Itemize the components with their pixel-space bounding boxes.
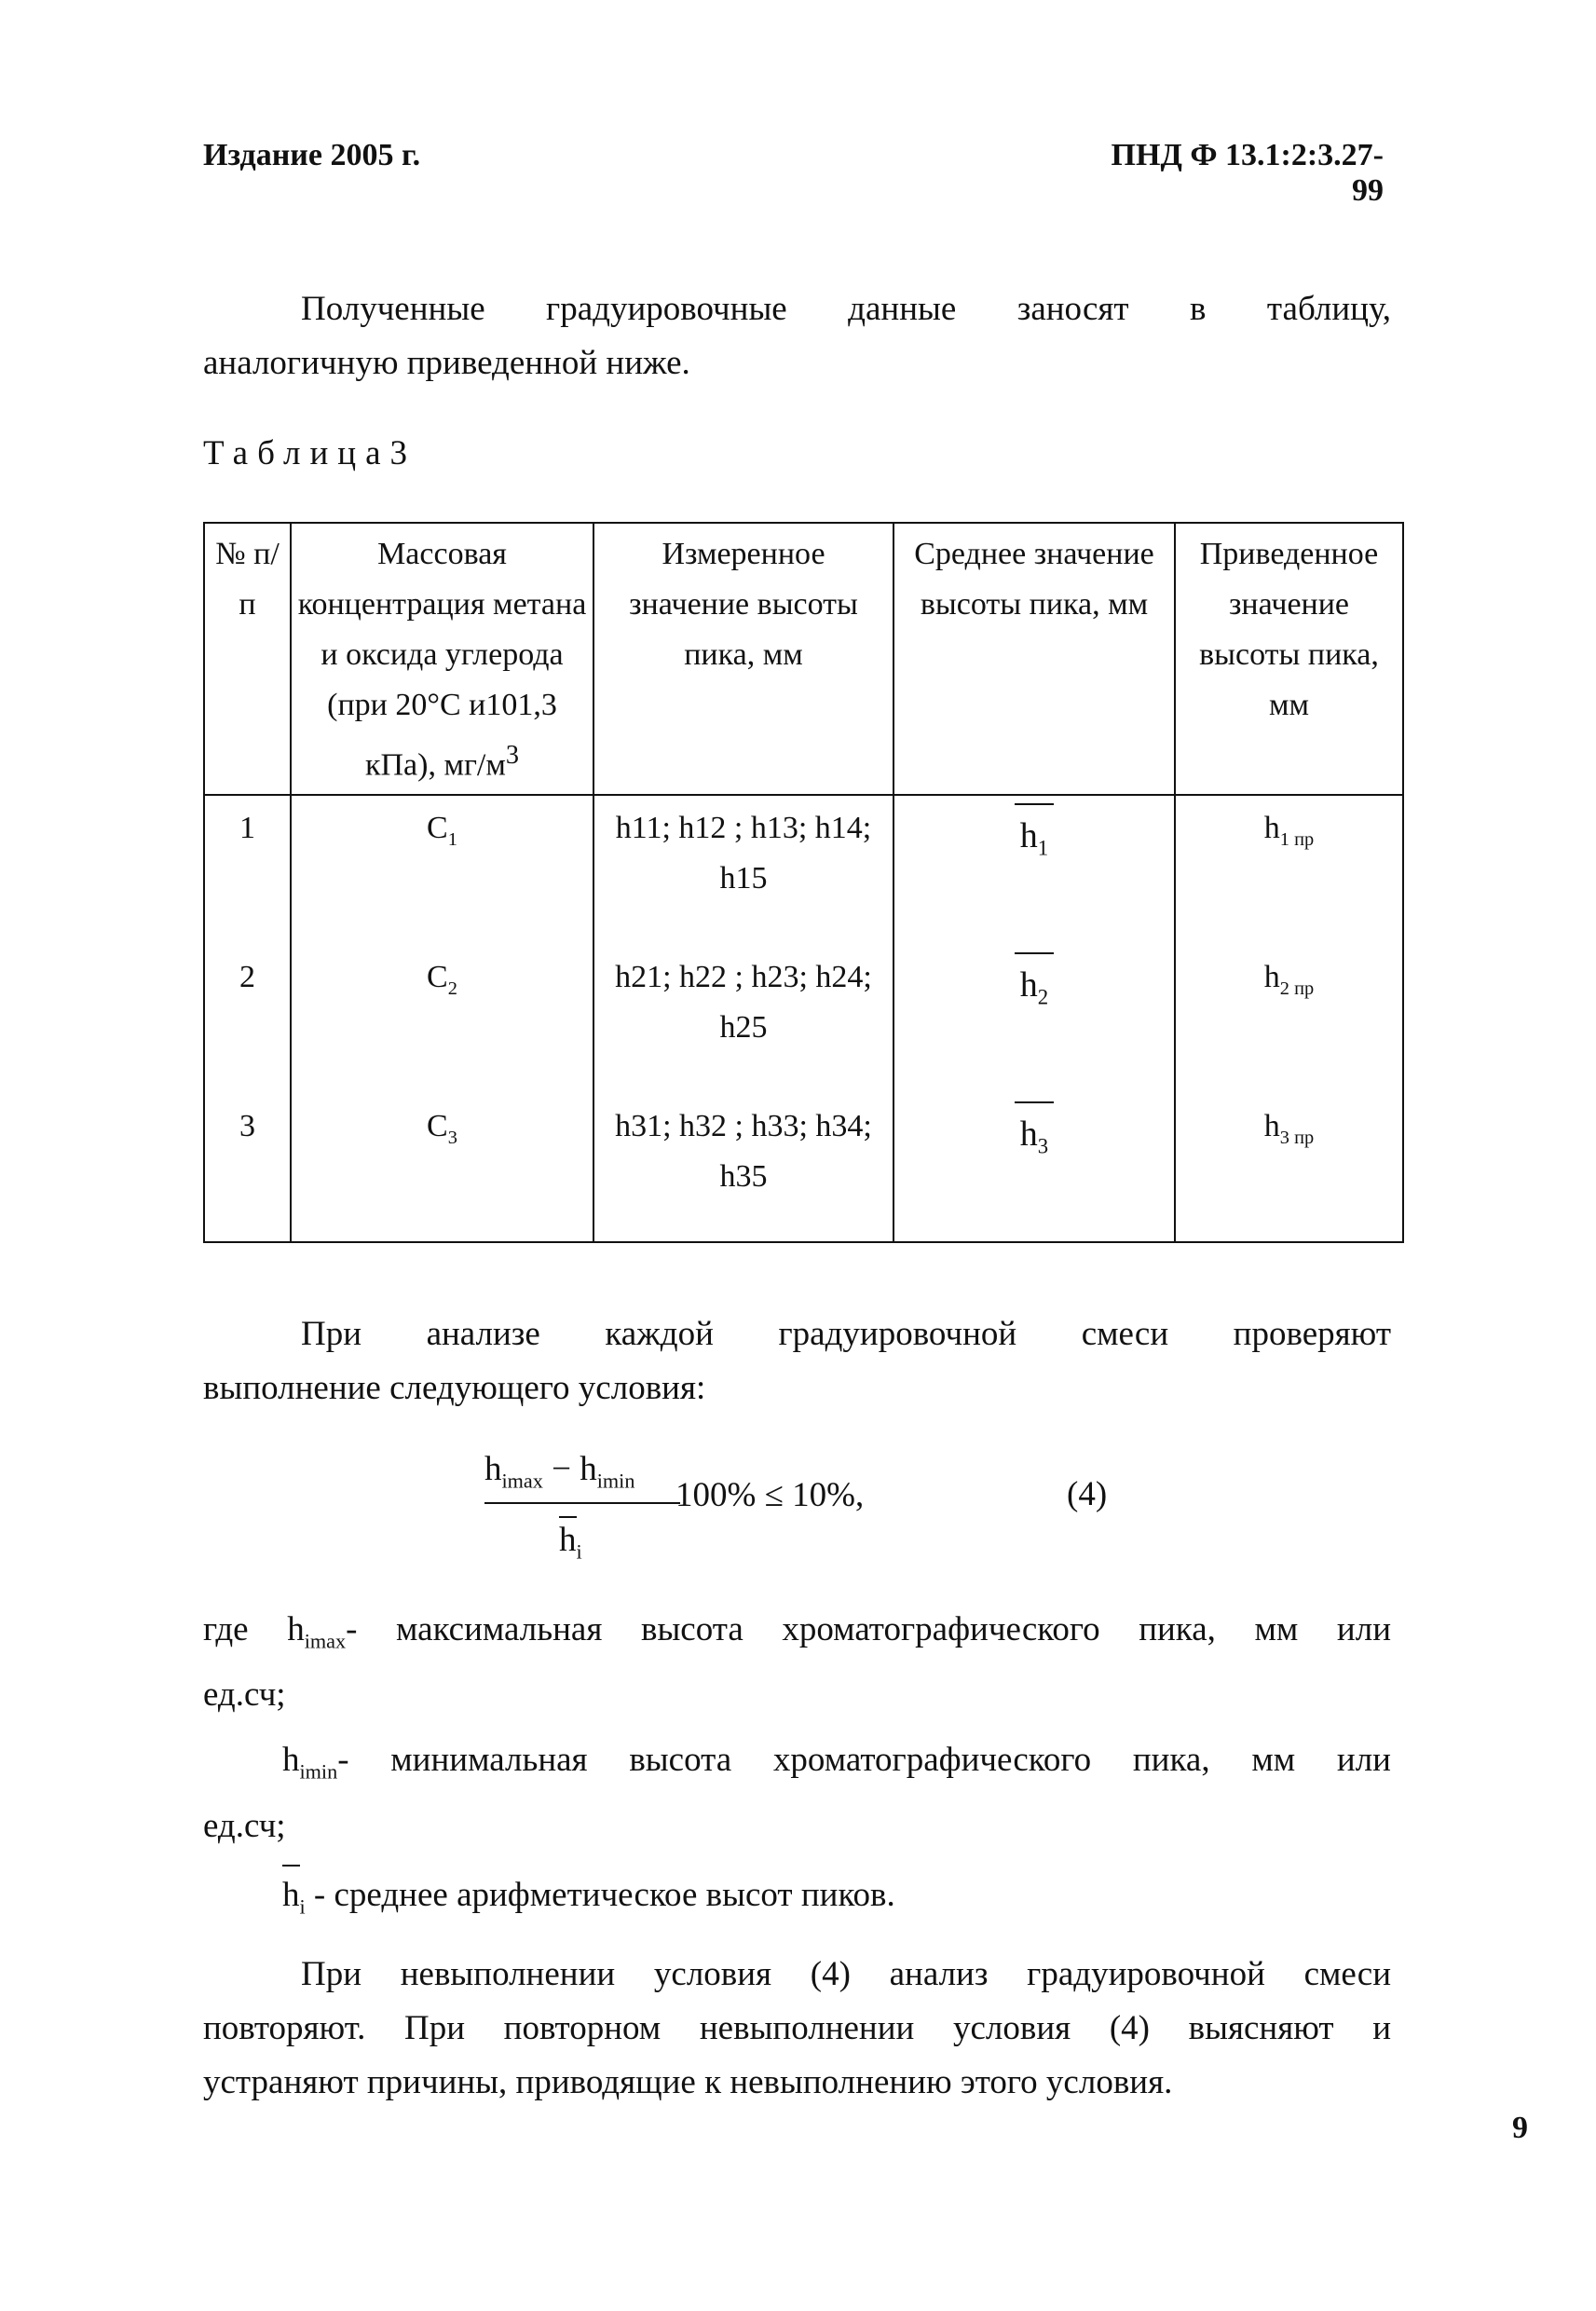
equation-number: (4) (1067, 1475, 1108, 1513)
cell-measured: h21; h22 ; h23; h24; h25 (593, 952, 893, 1101)
cell-number: 1 (204, 795, 291, 952)
calibration-table (203, 522, 1404, 1243)
check-paragraph (203, 1307, 1391, 1415)
unit-power: 3 (505, 741, 520, 770)
table-header-row (204, 523, 1403, 795)
final-line-2: повторяют. При повторном невыполнении условия (4) выясняют и (203, 2009, 1391, 2047)
document-code: ПНД Ф 13.1:2:3.27-99 (1111, 138, 1384, 208)
definition-mean: $h_i$ - среднее арифметическое высот пиков. (203, 1865, 1391, 1934)
header-reduced: Приведенное значение высоты пика, мм (1175, 523, 1403, 795)
cell-concentration: $C_3$ (291, 1101, 593, 1242)
final-line-1: При невыполнении условия (4) анализ градуировочной смеси (301, 1955, 1391, 1993)
cell-reduced: $h_{3 пр}$ (1175, 1101, 1403, 1242)
cell-number: 2 (204, 952, 291, 1101)
header-number: № п/п (204, 523, 291, 795)
check-line-2: выполнение следующего условия: (203, 1369, 706, 1407)
check-line-1: При анализе каждой градуировочной смеси проверяют (301, 1315, 1391, 1353)
header-mean: Среднее значение высоты пика, мм (893, 523, 1175, 795)
definition-min: $h_{imin}-$ минимальная высота хроматографического пика, мм или ед.сч; (203, 1741, 1391, 1845)
intro-line-2: аналогичную приведенной ниже. (203, 344, 690, 382)
table-row (204, 952, 1403, 1101)
table-row (204, 1101, 1403, 1242)
formula-numerator: $h_{imax} - h_{imin}$ (484, 1450, 635, 1493)
formula-percent: 100% ≤ 10%, (675, 1476, 865, 1514)
cell-measured: h31; h32 ; h33; h34; h35 (593, 1101, 893, 1242)
cell-number: 3 (204, 1101, 291, 1242)
formula-denominator: $h_i$ (559, 1516, 582, 1564)
cell-mean: $h_3$ (893, 1101, 1175, 1242)
cell-reduced: $h_{1 пр}$ (1175, 795, 1403, 952)
cell-concentration: $C_2$ (291, 952, 593, 1101)
table-caption: Таблица3 (203, 434, 416, 472)
fraction-line (484, 1502, 680, 1504)
cell-reduced: $h_{2 пр}$ (1175, 952, 1403, 1101)
condition-formula (484, 1449, 950, 1570)
header-concentration: Массовая концентрация метана и оксида углерода (при 20°С и101,3 кПа), $мг/м^3$ (291, 523, 593, 795)
final-paragraph (203, 1948, 1391, 2110)
definitions (203, 1603, 1391, 1934)
final-line-3: устраняют причины, приводящие к невыполнению этого условия. (203, 2063, 1173, 2101)
header-measured: Измеренное значение высоты пика, мм (593, 523, 893, 795)
definition-max: где $h_{imax}-$ максимальная высота хроматографического пика, мм или ед.сч; (203, 1610, 1391, 1715)
table-row (204, 795, 1403, 952)
cell-mean: $h_2$ (893, 952, 1175, 1101)
cell-measured: h11; h12 ; h13; h14; h15 (593, 795, 893, 952)
cell-mean: $h_1$ (893, 795, 1175, 952)
intro-paragraph (203, 282, 1391, 390)
page-number: 9 (1512, 2111, 1528, 2145)
intro-line-1: Полученные градуировочные данные заносят в таблицу, (301, 290, 1391, 328)
cell-concentration: $C_1$ (291, 795, 593, 952)
edition-label: Издание 2005 г. (203, 138, 421, 172)
